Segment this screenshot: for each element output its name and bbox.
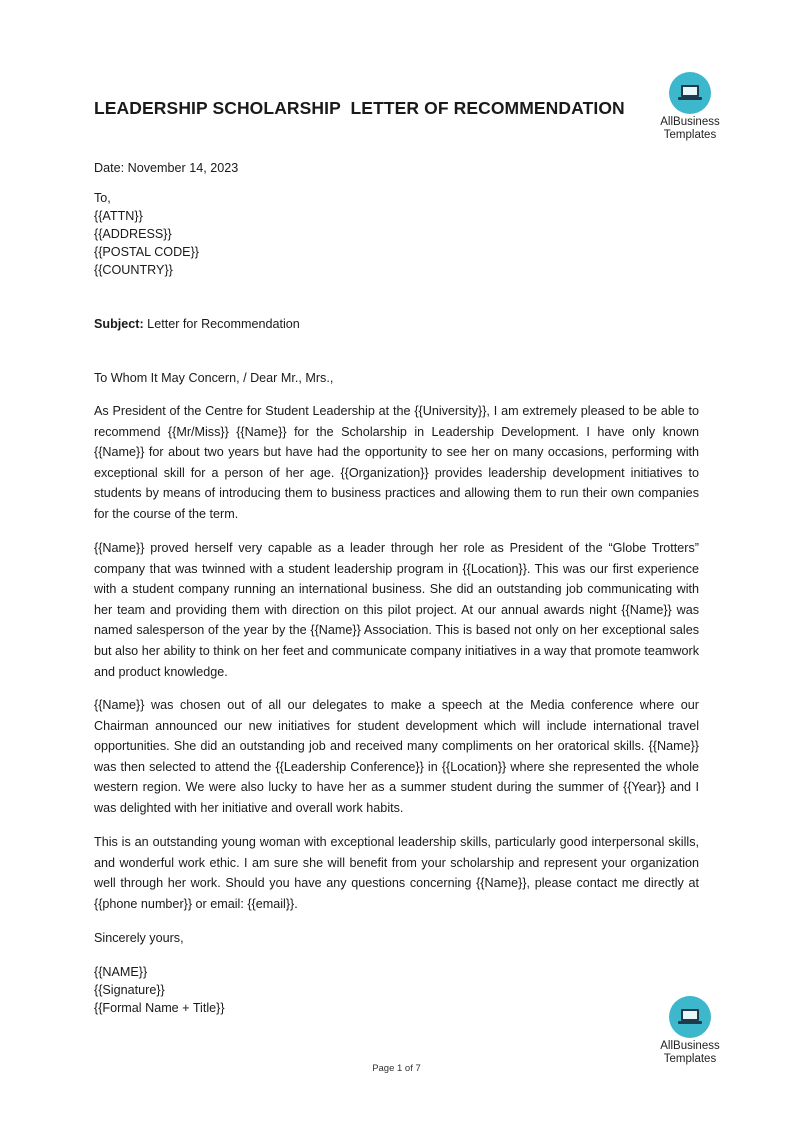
- subject-text: Letter for Recommendation: [143, 317, 300, 331]
- address-line: {{ADDRESS}}: [94, 227, 172, 241]
- signature-block: [94, 963, 699, 1017]
- address-line: {{COUNTRY}}: [94, 263, 173, 277]
- company-logo-footer: [650, 996, 730, 1065]
- body-paragraph-4: This is an outstanding young woman with exceptional leadership skills, particularly good interpersonal skills, and wonderful work ethic. I am sure she will benefit from your scholarship and represent your organization well through her work. Should you have any questions concerning {{Name}}, please contact me directly at {{phone number}} or email: {{email}}.: [94, 835, 699, 911]
- address-line: {{ATTN}}: [94, 209, 143, 223]
- company-logo: [650, 72, 730, 141]
- signature-line: {{Signature}}: [94, 983, 165, 997]
- document-title: LEADERSHIP SCHOLARSHIP LETTER OF RECOMMENDATION: [94, 98, 625, 118]
- salutation: To Whom It May Concern, / Dear Mr., Mrs.,: [94, 371, 334, 385]
- letter-date: Date: November 14, 2023: [94, 161, 239, 175]
- page-number: Page 1 of 7: [372, 1063, 421, 1074]
- subject-label: Subject:: [94, 317, 144, 331]
- laptop-icon: [678, 1007, 702, 1027]
- logo-text-line2: Templates: [663, 128, 717, 141]
- address-line: To,: [94, 191, 111, 205]
- logo-text-line1: AllBusiness: [660, 116, 720, 128]
- signature-line: {{Formal Name + Title}}: [94, 1001, 225, 1015]
- body-paragraph-1: As President of the Centre for Student Leadership at the {{University}}, I am extremely pleased to be able to recommend {{Mr/Miss}} {{Name}} for the Scholarship in Leadership Development. I have only known {{Name}} for about two years but have had the opportunity to see her on many occasions, performing with exceptional skill for a person of her age. {{Organization}} provides leadership development initiatives to students by means of introducing them to business practices and allowing them to run their own companies for the course of the term.: [94, 404, 699, 521]
- body-paragraph-2: {{Name}} proved herself very capable as a leader through her role as President of the “Globe Trotters” company that was twinned with a student leadership program in {{Location}}. This was our first experience with a student company running an international business. She did an outstanding job communicating with her team and providing them with direction on this pilot project. At our annual awards night {{Name}} was named salesperson of the year by the {{Name}} Association. This is based not only on her exceptional sales but also her ability to think on her feet and communicate company initiatives in a way that promote teamwork and product knowledge.: [94, 541, 699, 679]
- signature-line: {{NAME}}: [94, 965, 148, 979]
- laptop-icon: [678, 83, 702, 103]
- recipient-address: [94, 189, 699, 279]
- logo-badge: [669, 996, 711, 1038]
- address-line: {{POSTAL CODE}}: [94, 245, 199, 259]
- subject-line: [94, 315, 699, 333]
- logo-text-line2: Templates: [663, 1052, 717, 1065]
- logo-badge: [669, 72, 711, 114]
- closing: Sincerely yours,: [94, 931, 184, 945]
- logo-text-line1: AllBusiness: [660, 1040, 720, 1052]
- body-paragraph-3: {{Name}} was chosen out of all our delegates to make a speech at the Media conference where our Chairman announced our new initiatives for student development which will include international travel opportunities. She did an outstanding job and received many compliments on her oratorical skills. {{Name}} was then selected to attend the {{Leadership Conference}} in {{Location}} where she represented the whole western region. We were also lucky to have her as a summer student during the summer of {{Year}} and I was delighted with her initiative and overall work habits.: [94, 698, 699, 815]
